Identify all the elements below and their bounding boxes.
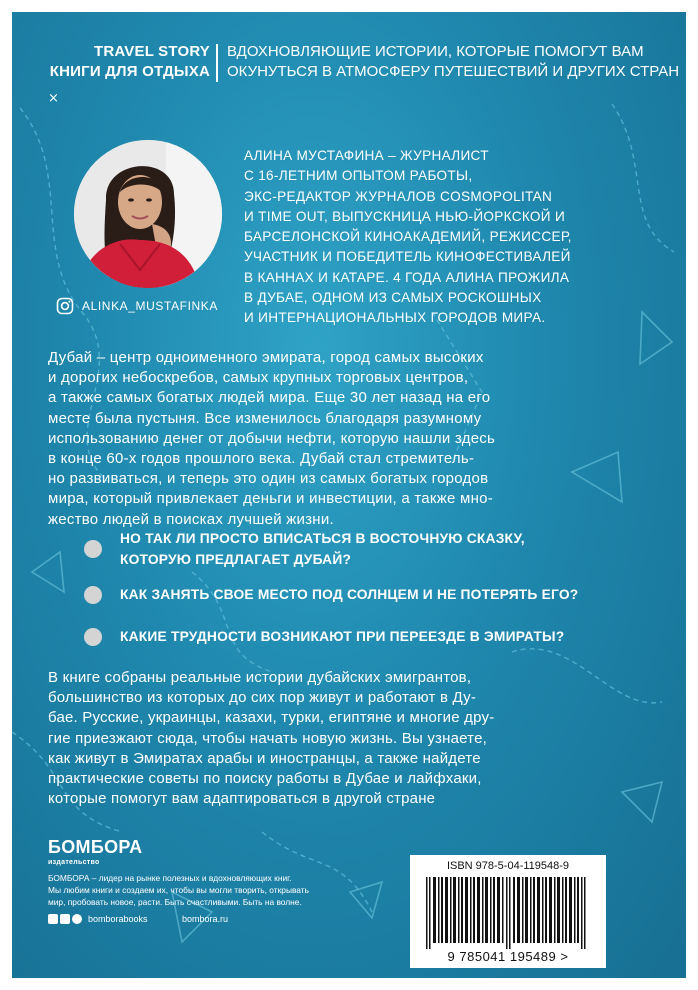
bullet-icon [84, 540, 102, 558]
description-line: в конце 60-х годов прошлого века. Дубай стал стремитель- [48, 450, 475, 468]
barcode-digits: 9 785041 195489 > [447, 949, 569, 964]
question-line: КОТОРУЮ ПРЕДЛАГАЕТ ДУБАЙ? [120, 552, 352, 567]
publisher-about [48, 872, 309, 908]
book-info-line: гие приезжают сюда, чтобы начать новую жизнь. Вы узнаете, [48, 729, 487, 747]
description-line: жество людей в поисках лучшей жизни. [48, 510, 334, 528]
author-bio [244, 146, 572, 329]
author-bio-line: БАРСЕЛОНСКОЙ КИНОАКАДЕМИЙ, РЕЖИССЕР, [244, 229, 572, 245]
author-portrait-icon [74, 140, 222, 288]
question-line: НО ТАК ЛИ ПРОСТО ВПИСАТЬСЯ В ВОСТОЧНУЮ СКАЗКУ, [120, 531, 525, 546]
description-line: мира, который привлекает деньги и инвестиции, а также мно- [48, 490, 493, 508]
cross-mark-icon: × [48, 91, 59, 106]
publisher-about-line: БОМБОРА – лидер на рынке полезных и вдохновляющих книг. [48, 873, 292, 883]
author-bio-line: И ИНТЕРНАЦИОНАЛЬНЫХ ГОРОДОВ МИРА. [244, 310, 546, 326]
description-line: месте была пустыня. Все изменилось благодаря разумному [48, 409, 482, 427]
bullet-icon [84, 586, 102, 604]
book-back-cover [12, 12, 686, 978]
description-line: Дубай – центр одноименного эмирата, город самых высоких [48, 349, 484, 366]
book-info-line: В книге собраны реальные истории дубайских эмигрантов, [48, 669, 472, 686]
bullet-icon [84, 628, 102, 646]
author-bio-line: УЧАСТНИК И ПОБЕДИТЕЛЬ КИНОФЕСТИВАЛЕЙ [244, 249, 571, 265]
instagram-icon [56, 297, 74, 315]
question-text: КАКИЕ ТРУДНОСТИ ВОЗНИКАЮТ ПРИ ПЕРЕЕЗДЕ В ЭМИРАТЫ? [120, 629, 565, 644]
publisher-subtitle: издательство [48, 859, 100, 866]
author-photo [74, 140, 222, 288]
vk-icon [60, 914, 70, 924]
question-text: КАК ЗАНЯТЬ СВОЕ МЕСТО ПОД СОЛНЦЕМ И НЕ ПОТЕРЯТЬ ЕГО? [120, 587, 579, 602]
question-text [120, 528, 525, 570]
author-bio-line: АЛИНА МУСТАФИНА – ЖУРНАЛИСТ [244, 148, 489, 163]
series-tagline [227, 42, 679, 82]
publisher-website: bombora.ru [182, 914, 229, 924]
book-description [48, 348, 495, 530]
tagline-line: ВДОХНОВЛЯЮЩИЕ ИСТОРИИ, КОТОРЫЕ ПОМОГУТ ВАМ [227, 43, 644, 60]
instagram-handle-text: ALINKA_MUSTAFINKA [82, 299, 219, 313]
author-bio-line: И TIME OUT, ВЫПУСКНИЦА НЬЮ-ЙОРКСКОЙ И [244, 208, 566, 224]
description-line: но развиваться, и теперь это один из самых богатых городов [48, 470, 489, 488]
tagline-line: ОКУНУТЬСЯ В АТМОСФЕРУ ПУТЕШЕСТВИЙ И ДРУГИХ СТРАН [227, 63, 680, 80]
description-line: использованию денег от добычи нефти, которую нашли здесь [48, 429, 496, 447]
barcode-bars [422, 877, 594, 949]
author-bio-line: В ДУБАЕ, ОДНОМ ИЗ САМЫХ РОСКОШНЫХ [244, 290, 542, 306]
author-bio-line: С 16-ЛЕТНИМ ОПЫТОМ РАБОТЫ, [244, 168, 473, 184]
book-info-line: которые помогут вам адаптироваться в другой стране [48, 790, 436, 808]
description-line: и дорогих небоскребов, самых крупных торговых центров, [48, 369, 469, 387]
description-line: а также самых богатых людей мира. Еще 30 лет назад на его [48, 389, 491, 407]
book-info-line: практические советы по поиску работы в Дубае и лайфхаки, [48, 770, 482, 788]
publisher-social-handle: bomborabooks [88, 914, 148, 924]
book-info [48, 668, 494, 809]
barcode [410, 855, 606, 968]
series-header [12, 42, 686, 86]
instagram-icon [72, 914, 82, 924]
book-info-line: бае. Русские, украинцы, казахи, турки, египтяне и многие дру- [48, 709, 495, 727]
author-bio-line: ЭКС-РЕДАКТОР ЖУРНАЛОВ COSMOPOLITAN [244, 188, 553, 204]
isbn-label: ISBN 978-5-04-119548-9 [446, 860, 570, 872]
publisher-about-line: мир, пробовать новое, расти. Быть счастливыми. Быть на волне. [48, 897, 302, 907]
header-divider [216, 44, 218, 82]
publisher-logo: БОМБОРА [48, 837, 143, 857]
book-info-line: большинство из которых до сих пор живут и работают в Ду- [48, 689, 477, 707]
series-line: TRAVEL STORY [93, 43, 210, 60]
series-line: КНИГИ ДЛЯ ОТДЫХА [49, 63, 210, 80]
publisher-about-line: Мы любим книги и создаем их, чтобы вы могли творить, открывать [48, 885, 309, 895]
book-info-line: как живут в Эмиратах арабы и иностранцы, а также найдете [48, 749, 481, 767]
series-title [50, 42, 210, 82]
author-bio-line: В КАННАХ И КАТАРЕ. 4 ГОДА АЛИНА ПРОЖИЛА [244, 269, 570, 285]
facebook-icon [48, 914, 58, 924]
